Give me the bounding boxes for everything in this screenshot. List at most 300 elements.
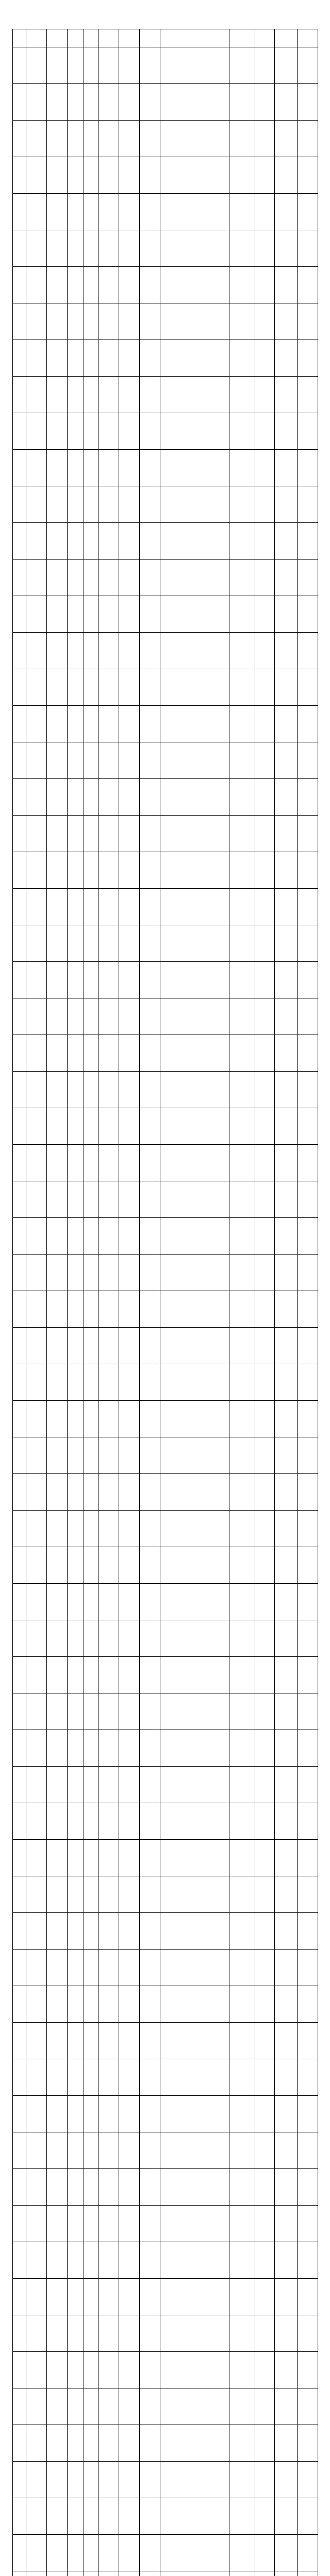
- table-cell: [26, 1474, 47, 1511]
- table-cell: [47, 1328, 68, 1364]
- table-cell: [47, 1803, 68, 1840]
- table-cell: [275, 816, 298, 852]
- table-cell: [98, 1547, 119, 1584]
- table-cell: [140, 1364, 160, 1401]
- table-cell: [84, 1693, 98, 1730]
- table-cell: [26, 560, 47, 596]
- table-cell: [68, 1913, 84, 1950]
- table-cell: [119, 2096, 140, 2132]
- table-cell: [298, 340, 318, 377]
- table-cell: [119, 1547, 140, 1584]
- table-cell: [98, 340, 119, 377]
- table-cell: [229, 1474, 255, 1511]
- table-cell: [26, 2096, 47, 2132]
- table-cell: [13, 2023, 26, 2059]
- table-cell: [119, 2132, 140, 2169]
- table-cell: [13, 816, 26, 852]
- table-cell: [68, 2498, 84, 2535]
- table-cell: [47, 1913, 68, 1950]
- table-cell: [98, 450, 119, 486]
- table-cell: [47, 1986, 68, 2023]
- table-row: [13, 669, 318, 706]
- table-cell: [229, 1657, 255, 1693]
- table-cell: [119, 1108, 140, 1145]
- table-cell: [298, 1072, 318, 1108]
- table-cell: [26, 2388, 47, 2425]
- table-cell: [255, 2425, 275, 2462]
- table-cell: [47, 2023, 68, 2059]
- table-cell: [229, 2206, 255, 2242]
- table-cell: [229, 2279, 255, 2315]
- table-cell: [26, 47, 47, 84]
- table-cell: [275, 1547, 298, 1584]
- table-cell: [275, 1181, 298, 1218]
- table-cell: [47, 1840, 68, 1876]
- table-cell: [84, 1913, 98, 1950]
- table-cell: [140, 1620, 160, 1657]
- table-cell: [140, 2096, 160, 2132]
- table-cell: [160, 1364, 229, 1401]
- table-cell: [98, 742, 119, 779]
- table-cell: [160, 1035, 229, 1072]
- table-cell: [298, 1730, 318, 1767]
- table-cell: [275, 303, 298, 340]
- table-cell: [84, 2425, 98, 2462]
- table-cell: [298, 1511, 318, 1547]
- table-cell: [13, 669, 26, 706]
- table-cell: [275, 2242, 298, 2279]
- table-cell: [98, 1840, 119, 1876]
- table-cell: [255, 2315, 275, 2352]
- table-cell: [160, 194, 229, 230]
- table-cell: [26, 230, 47, 267]
- table-row: [13, 925, 318, 962]
- table-cell: [298, 1255, 318, 1291]
- table-row: [13, 1364, 318, 1401]
- table-cell: [160, 303, 229, 340]
- table-cell: [13, 596, 26, 633]
- table-cell: [229, 194, 255, 230]
- table-cell: [160, 852, 229, 889]
- table-cell: [68, 1511, 84, 1547]
- table-cell: [68, 2425, 84, 2462]
- table-cell: [140, 742, 160, 779]
- table-cell: [160, 706, 229, 742]
- table-cell: [47, 852, 68, 889]
- table-cell: [47, 2059, 68, 2096]
- table-cell: [119, 121, 140, 157]
- table-cell: [298, 1181, 318, 1218]
- table-cell: [160, 816, 229, 852]
- table-cell: [84, 2132, 98, 2169]
- table-cell: [84, 157, 98, 194]
- table-cell: [275, 1218, 298, 1255]
- table-cell: [298, 925, 318, 962]
- table-cell: [68, 1291, 84, 1328]
- table-cell: [160, 2315, 229, 2352]
- table-cell: [229, 1437, 255, 1474]
- table-row: [13, 1767, 318, 1803]
- table-cell: [84, 560, 98, 596]
- table-row: [13, 450, 318, 486]
- table-cell: [255, 1364, 275, 1401]
- table-cell: [160, 742, 229, 779]
- table-row: [13, 1693, 318, 1730]
- table-cell: [84, 2169, 98, 2206]
- table-cell: [98, 1950, 119, 1986]
- table-cell: [255, 2242, 275, 2279]
- table-cell: [26, 889, 47, 925]
- table-cell: [119, 1950, 140, 1986]
- header-cell: [26, 29, 47, 47]
- table-cell: [47, 1437, 68, 1474]
- table-cell: [229, 2023, 255, 2059]
- table-cell: [98, 1181, 119, 1218]
- table-cell: [84, 303, 98, 340]
- table-cell: [160, 2352, 229, 2388]
- table-cell: [255, 230, 275, 267]
- table-cell: [229, 1401, 255, 1437]
- table-cell: [84, 2571, 98, 2576]
- table-cell: [13, 377, 26, 413]
- table-cell: [84, 925, 98, 962]
- table-cell: [255, 1950, 275, 1986]
- table-cell: [13, 1035, 26, 1072]
- table-cell: [13, 1255, 26, 1291]
- table-cell: [160, 2571, 229, 2576]
- table-cell: [160, 1657, 229, 1693]
- table-cell: [160, 1547, 229, 1584]
- table-cell: [229, 2315, 255, 2352]
- table-cell: [26, 1620, 47, 1657]
- table-cell: [275, 2059, 298, 2096]
- table-cell: [275, 1437, 298, 1474]
- table-cell: [255, 1693, 275, 1730]
- table-cell: [255, 816, 275, 852]
- table-cell: [13, 998, 26, 1035]
- table-cell: [47, 1547, 68, 1584]
- table-cell: [98, 2132, 119, 2169]
- table-cell: [255, 1108, 275, 1145]
- table-cell: [98, 2169, 119, 2206]
- table-cell: [140, 1401, 160, 1437]
- table-cell: [68, 486, 84, 523]
- table-cell: [26, 1913, 47, 1950]
- table-row: [13, 2023, 318, 2059]
- table-header-row: [13, 29, 318, 47]
- table-cell: [275, 340, 298, 377]
- table-cell: [140, 267, 160, 303]
- table-cell: [229, 1328, 255, 1364]
- table-cell: [68, 377, 84, 413]
- table-cell: [13, 2571, 26, 2576]
- table-cell: [298, 962, 318, 998]
- table-cell: [84, 2059, 98, 2096]
- table-cell: [229, 1218, 255, 1255]
- table-cell: [255, 2132, 275, 2169]
- table-cell: [229, 925, 255, 962]
- table-cell: [98, 1693, 119, 1730]
- table-cell: [255, 523, 275, 560]
- table-cell: [275, 2498, 298, 2535]
- table-cell: [119, 2315, 140, 2352]
- table-cell: [275, 2425, 298, 2462]
- table-cell: [26, 706, 47, 742]
- table-cell: [229, 267, 255, 303]
- header-cell: [275, 29, 298, 47]
- table-cell: [119, 1876, 140, 1913]
- table-cell: [84, 1364, 98, 1401]
- table-cell: [68, 194, 84, 230]
- table-cell: [119, 1803, 140, 1840]
- table-cell: [47, 303, 68, 340]
- table-cell: [255, 962, 275, 998]
- table-row: [13, 267, 318, 303]
- table-cell: [160, 157, 229, 194]
- table-cell: [47, 194, 68, 230]
- table-cell: [119, 560, 140, 596]
- table-cell: [298, 2169, 318, 2206]
- table-cell: [275, 2279, 298, 2315]
- table-cell: [275, 852, 298, 889]
- table-row: [13, 1072, 318, 1108]
- table-row: [13, 121, 318, 157]
- table-cell: [160, 2535, 229, 2571]
- table-cell: [13, 450, 26, 486]
- table-cell: [275, 2096, 298, 2132]
- table-cell: [119, 889, 140, 925]
- table-cell: [13, 1584, 26, 1620]
- table-cell: [255, 1803, 275, 1840]
- table-cell: [275, 2571, 298, 2576]
- table-cell: [275, 889, 298, 925]
- table-row: [13, 2535, 318, 2571]
- table-cell: [119, 413, 140, 450]
- table-cell: [98, 2242, 119, 2279]
- table-row: [13, 2059, 318, 2096]
- table-cell: [26, 742, 47, 779]
- table-cell: [140, 1291, 160, 1328]
- table-cell: [140, 852, 160, 889]
- table-cell: [84, 47, 98, 84]
- table-cell: [84, 1547, 98, 1584]
- table-cell: [255, 742, 275, 779]
- table-cell: [275, 1950, 298, 1986]
- table-cell: [275, 1291, 298, 1328]
- table-cell: [255, 1401, 275, 1437]
- table-row: [13, 889, 318, 925]
- table-cell: [275, 1840, 298, 1876]
- table-cell: [98, 1218, 119, 1255]
- table-cell: [13, 1328, 26, 1364]
- table-cell: [229, 1876, 255, 1913]
- table-cell: [140, 1511, 160, 1547]
- table-cell: [13, 47, 26, 84]
- table-cell: [26, 2023, 47, 2059]
- table-cell: [26, 1767, 47, 1803]
- table-cell: [275, 1255, 298, 1291]
- table-cell: [229, 1840, 255, 1876]
- table-cell: [13, 1511, 26, 1547]
- table-cell: [275, 486, 298, 523]
- table-cell: [160, 1108, 229, 1145]
- table-cell: [229, 340, 255, 377]
- table-cell: [298, 121, 318, 157]
- table-cell: [275, 1693, 298, 1730]
- table-cell: [98, 633, 119, 669]
- table-cell: [140, 2388, 160, 2425]
- table-cell: [13, 1181, 26, 1218]
- table-cell: [98, 1328, 119, 1364]
- table-cell: [255, 2059, 275, 2096]
- table-row: [13, 2315, 318, 2352]
- header-cell: [160, 29, 229, 47]
- table-row: [13, 1620, 318, 1657]
- table-row: [13, 84, 318, 121]
- header-cell: [13, 29, 26, 47]
- table-cell: [13, 1291, 26, 1328]
- table-cell: [26, 1108, 47, 1145]
- table-cell: [298, 230, 318, 267]
- table-cell: [298, 194, 318, 230]
- table-cell: [298, 1876, 318, 1913]
- table-cell: [255, 1620, 275, 1657]
- table-cell: [84, 1437, 98, 1474]
- table-cell: [229, 669, 255, 706]
- header-cell: [229, 29, 255, 47]
- table-cell: [47, 121, 68, 157]
- table-cell: [98, 998, 119, 1035]
- table-cell: [98, 2023, 119, 2059]
- table-cell: [119, 2462, 140, 2498]
- table-cell: [275, 47, 298, 84]
- table-cell: [140, 2059, 160, 2096]
- table-cell: [98, 1437, 119, 1474]
- table-cell: [229, 1072, 255, 1108]
- table-cell: [255, 486, 275, 523]
- table-cell: [26, 1328, 47, 1364]
- table-cell: [255, 2388, 275, 2425]
- table-cell: [13, 1072, 26, 1108]
- table-cell: [229, 779, 255, 816]
- table-cell: [47, 450, 68, 486]
- table-cell: [26, 2535, 47, 2571]
- table-cell: [84, 2462, 98, 2498]
- table-cell: [98, 303, 119, 340]
- table-cell: [26, 1547, 47, 1584]
- table-cell: [160, 230, 229, 267]
- table-cell: [119, 633, 140, 669]
- table-cell: [84, 1474, 98, 1511]
- table-cell: [275, 742, 298, 779]
- table-cell: [229, 1547, 255, 1584]
- table-cell: [119, 998, 140, 1035]
- table-cell: [26, 121, 47, 157]
- table-cell: [84, 1218, 98, 1255]
- table-cell: [13, 633, 26, 669]
- header-cell: [119, 29, 140, 47]
- table-cell: [298, 450, 318, 486]
- table-cell: [275, 1803, 298, 1840]
- table-cell: [160, 1511, 229, 1547]
- table-cell: [98, 47, 119, 84]
- table-row: [13, 1950, 318, 1986]
- table-cell: [98, 889, 119, 925]
- table-cell: [98, 1291, 119, 1328]
- table-cell: [13, 2425, 26, 2462]
- table-cell: [68, 1255, 84, 1291]
- table-cell: [119, 1181, 140, 1218]
- table-row: [13, 1181, 318, 1218]
- table-cell: [119, 1474, 140, 1511]
- table-cell: [298, 2535, 318, 2571]
- table-cell: [13, 1474, 26, 1511]
- table-cell: [68, 2132, 84, 2169]
- table-cell: [160, 377, 229, 413]
- table-cell: [119, 1913, 140, 1950]
- table-cell: [298, 2462, 318, 2498]
- table-cell: [98, 1803, 119, 1840]
- table-row: [13, 998, 318, 1035]
- table-cell: [68, 1181, 84, 1218]
- table-cell: [68, 1328, 84, 1364]
- table-cell: [98, 2315, 119, 2352]
- table-cell: [98, 1657, 119, 1693]
- table-cell: [68, 2206, 84, 2242]
- table-row: [13, 1547, 318, 1584]
- table-cell: [255, 560, 275, 596]
- table-cell: [298, 84, 318, 121]
- table-cell: [47, 1767, 68, 1803]
- table-cell: [84, 1328, 98, 1364]
- table-cell: [68, 742, 84, 779]
- table-cell: [47, 1291, 68, 1328]
- table-cell: [98, 852, 119, 889]
- table-row: [13, 596, 318, 633]
- table-cell: [68, 1840, 84, 1876]
- table-row: [13, 2169, 318, 2206]
- table-cell: [68, 340, 84, 377]
- table-cell: [47, 1145, 68, 1181]
- table-cell: [275, 1913, 298, 1950]
- table-cell: [140, 962, 160, 998]
- table-cell: [229, 1181, 255, 1218]
- table-cell: [140, 84, 160, 121]
- table-cell: [98, 1913, 119, 1950]
- table-cell: [13, 2279, 26, 2315]
- table-cell: [298, 1657, 318, 1693]
- table-row: [13, 157, 318, 194]
- table-cell: [255, 889, 275, 925]
- table-cell: [84, 84, 98, 121]
- table-cell: [255, 84, 275, 121]
- table-cell: [255, 1840, 275, 1876]
- table-cell: [140, 1181, 160, 1218]
- table-cell: [84, 194, 98, 230]
- table-row: [13, 2206, 318, 2242]
- table-cell: [119, 1145, 140, 1181]
- table-cell: [255, 1474, 275, 1511]
- table-cell: [84, 633, 98, 669]
- table-cell: [255, 1511, 275, 1547]
- table-cell: [26, 157, 47, 194]
- table-cell: [140, 560, 160, 596]
- table-row: [13, 1108, 318, 1145]
- table-cell: [255, 1913, 275, 1950]
- table-cell: [255, 669, 275, 706]
- table-row: [13, 560, 318, 596]
- table-cell: [84, 2352, 98, 2388]
